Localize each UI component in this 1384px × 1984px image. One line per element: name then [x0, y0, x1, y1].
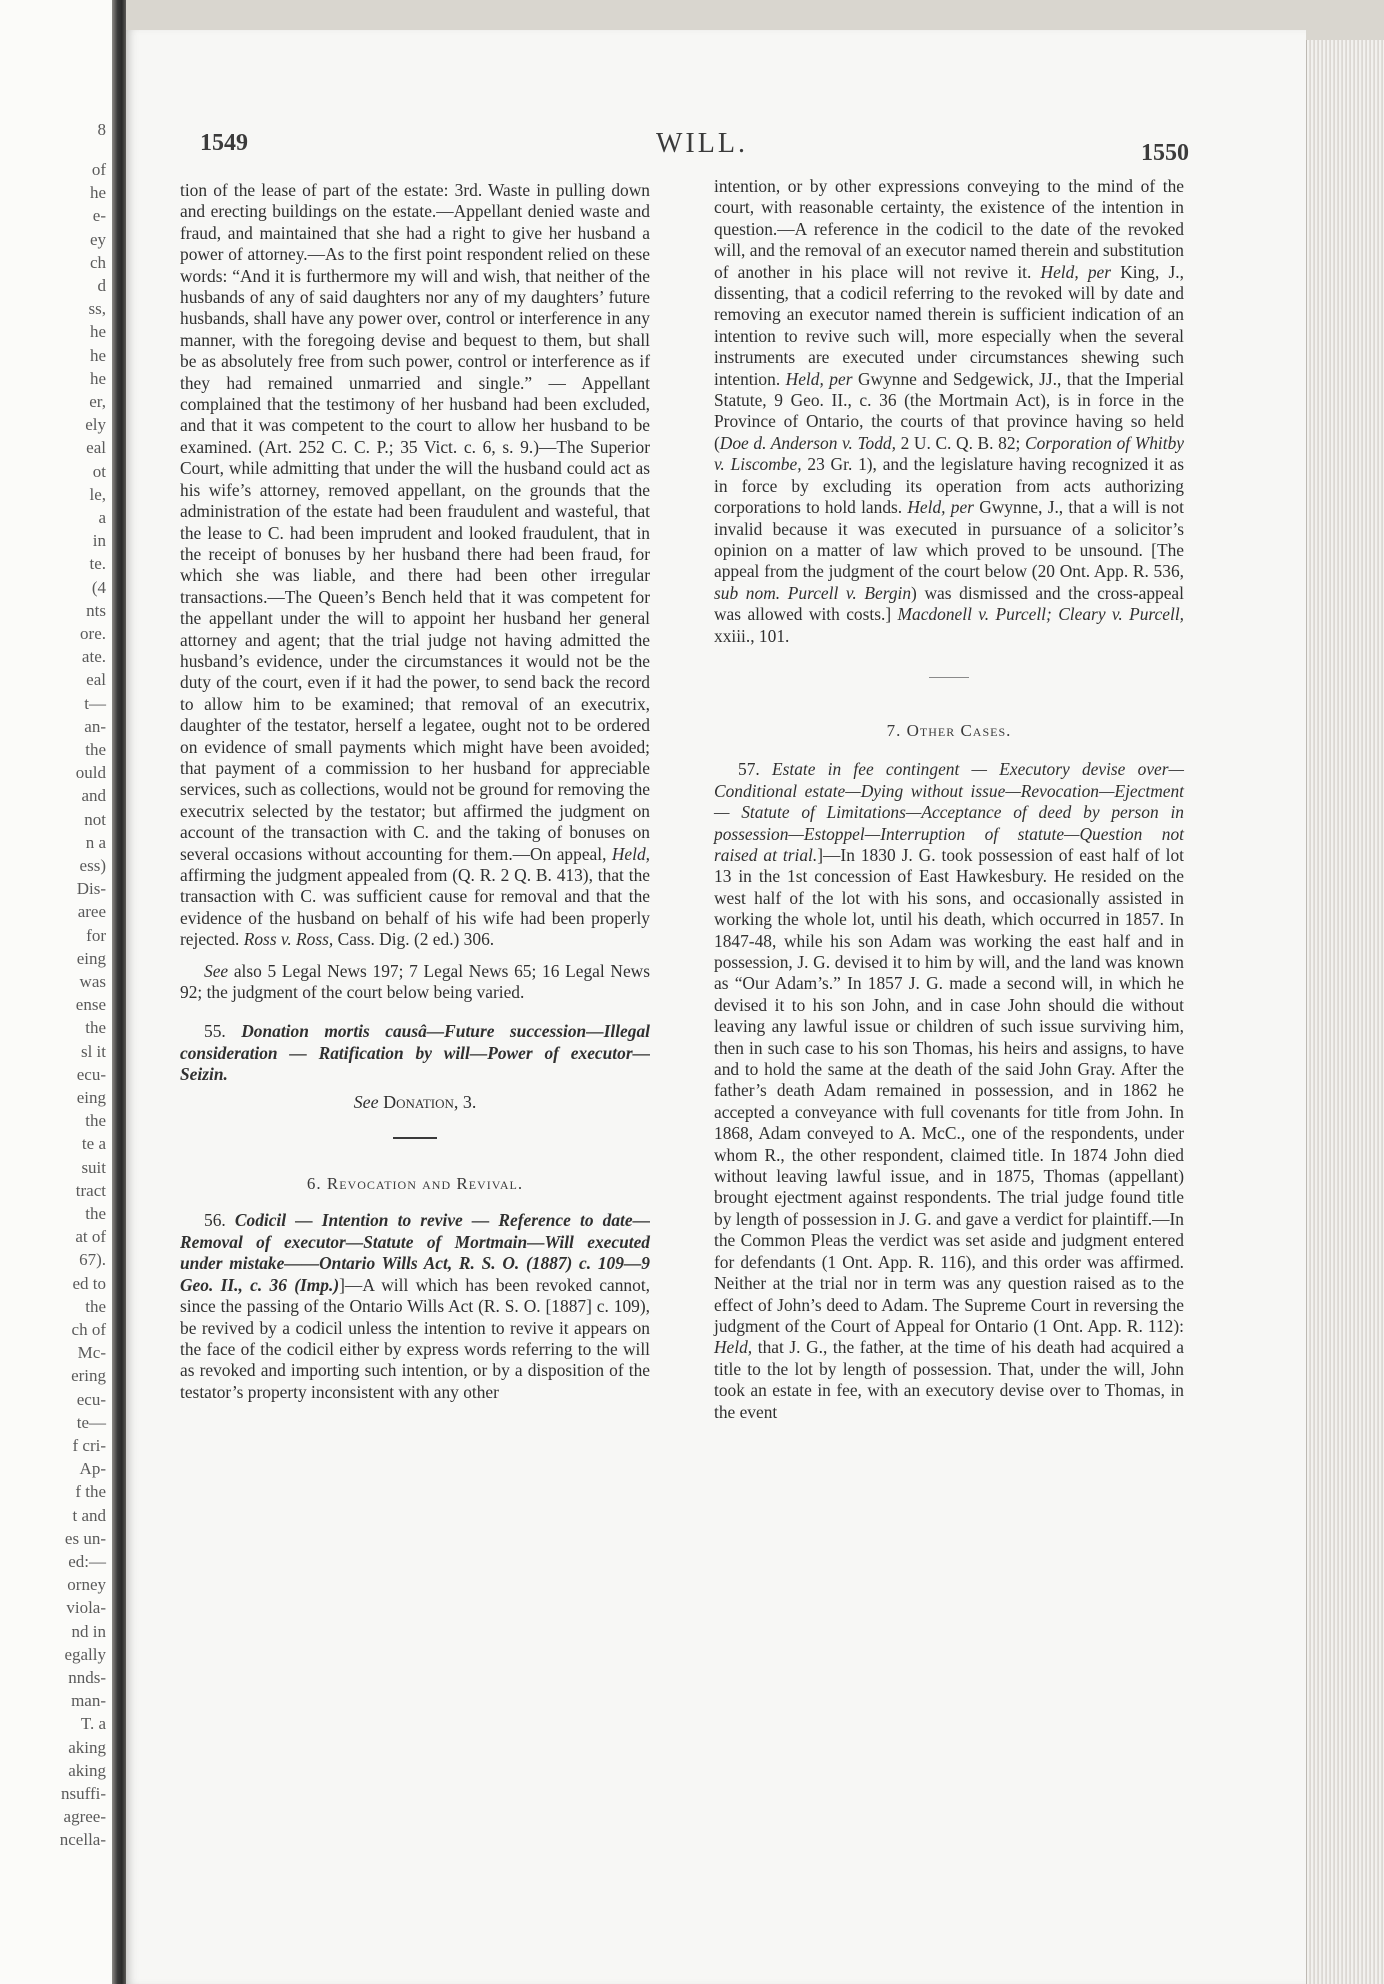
- margin-fragment: suit: [81, 1157, 106, 1177]
- margin-fragment: ore.: [80, 624, 106, 643]
- margin-fragment: and: [81, 786, 106, 806]
- margin-fragment: in: [92, 531, 106, 551]
- margin-fragment: e-: [92, 206, 106, 226]
- running-head: [126, 128, 1306, 168]
- margin-fragment: aree: [77, 902, 106, 922]
- paragraph-ross-v-ross: tion of the lease of part of the estate: 3rd. Waste in pulling down and erecting buildings on the estate.—Appellant denied waste and fraud, and maintained that she had a right to give her husband a power of attorney.—As to the first point respondent relied on these words: “And it is furthermore my will and wish, that neither of the husbands of any of said daughters nor any of my daughters’ future husbands, shall have any power over, control or interference in any manner, with the foregoing devise and bequest to them, but shall be as absolutely free from such power, control or interference as if they had remained unmarried and single.” — Appellant complained that the testimony of her husband had been excluded, and that it was competent to the court to allow her husband to be examined. (Art. 252 C. C. P.; 35 Vict. c. 6, s. 9.)—The Superior Court, while admitting that under the will the husband could act as his wife’s attorney, removed appellant, on the grounds that the administration of the estate had been fraudulent and wasteful, that the lease to C. had been imprudent and looked fraudulent, that in the receipt of bonuses by her husband there had been fraud, for which she was liable, and there had been other irregular transactions.—The Queen’s Bench held that it was competent for the appellant under the will to appoint her husband her general attorney and agent; that the trial judge not having admitted the husband’s evidence, under the circumstances it would not be the duty of the court, even if it had the power, to send back the record to allow him to be examined; that removal of an executrix, daughter of the testator, herself a legatee, ought not to be ordered on evidence of small payments which might have been avoided; that payment of a commission to her husband for appreciable services, such as collections, would not be ground for removing the executrix selected by the testator; but affirmed the judgment on account of the transaction with C. and the taking of bonuses on several occasions without accounting for them.—On appeal, Held, affirming the judgment appealed from (Q. R. 2 Q. B. 413), that the transaction with C. was sufficient cause for removal and that the evidence of the husband on behalf of his wife had been properly rejected. Ross v. Ross, Cass. Dig. (2 ed.) 306.: [180, 180, 650, 950]
- paragraph-57: 57. Estate in fee contingent — Executory devise over—Conditional estate—Dying without issue—Revocation—Ejectment — Statute of Limitations—Acceptance of deed by person in possession—Estoppel—Interruption of statute—Question not raised at trial.]—In 1830 J. G. took possession of east half of lot 13 in the 1st concession of East Hawkesbury. He resided on the west half of the lot with his sons, and occasionally assisted in working the whole lot, until his death, which occurred in 1857. In 1847-48, while his son Adam was working the east half and in possession, J. G. devised it to him by will, and the land was known as “Our Adam’s.” In 1857 J. G. made a second will, in which he devised it to his son John, and in case John should die without leaving any lawful issue or children of such issue surviving him, then in such case to his son Thomas, his heirs and assigns, to have and to hold the same at the death of the said John Gray. After the father’s death Adam remained in possession, and in 1862 he accepted a conveyance with full covenants for title from John. In 1868, Adam conveyed to A. McC., one of the respondents, under whom R., the other respondent, claimed title. In 1874 John died without leaving lawful issue, and in 1875, Thomas (appellant) brought ejectment against respondents. The trial judge found title by length of possession in J. G. and gave a verdict for plaintiff.—In the Common Pleas the verdict was set aside and judgment entered for defendants (1 Ont. App. R. 116), and this order was affirmed. Neither at the trial nor in term was any question raised as to the effect of John’s deed to Adam. The Supreme Court in reversing the judgment of the Court of Appeal for Ontario (1 Ont. App. R. 112): Held, that J. G., the father, at the time of his death had acquired a title to the lot by length of possession. That, under the will, John took an estate in fee, with an executory devise over to Thomas, in the event: [714, 759, 1184, 1422]
- margin-fragment: an-: [84, 716, 106, 736]
- margin-fragment: ecu-: [76, 1064, 106, 1084]
- margin-fragment: le,: [89, 484, 106, 504]
- margin-fragment: te.: [89, 554, 106, 574]
- margin-fragment: sl it: [80, 1041, 106, 1061]
- margin-fragment: te—: [76, 1412, 106, 1432]
- margin-fragment: tract: [75, 1180, 106, 1200]
- margin-fragment: es un-: [64, 1528, 106, 1548]
- margin-fragment: a: [98, 508, 106, 527]
- section-divider: [929, 677, 969, 678]
- margin-fragment: he: [89, 183, 106, 203]
- book-gutter: [112, 0, 126, 1984]
- section-heading-6: 6. Revocation and Revival.: [306, 1174, 524, 1194]
- margin-fragment: ely: [85, 415, 106, 435]
- cross-reference: See Donation, 3.: [353, 1091, 477, 1112]
- margin-fragment: for: [86, 925, 106, 945]
- margin-fragment: ss,: [88, 299, 106, 319]
- page-number-right: 1550: [1141, 140, 1189, 166]
- margin-fragment: T. a: [80, 1714, 106, 1734]
- case-name: Ross v. Ross,: [243, 929, 334, 950]
- margin-fragment: t—: [84, 693, 106, 713]
- paragraph-purcell: intention, or by other expressions conveying to the mind of the court, with reasonable certainty, the existence of the intention in question.—A reference in the codicil to the date of the revoked will, and the removal of an executor named therein and substitution of another in his place will not revive it. Held, per King, J., dissenting, that a codicil referring to the revoked will by date and removing an executor named therein is sufficient indication of an intention to revive such will, more especially when the several instruments are executed under circumstances shewing such intention. Held, per Gwynne and Sedgewick, JJ., that the Imperial Statute, 9 Geo. II., c. 36 (the Mortmain Act), is in force in the Province of Ontario, the courts of that province having so held (Doe d. Anderson v. Todd, 2 U. C. Q. B. 82; Corporation of Whitby v. Liscombe, 23 Gr. 1), and the legislature having recognized it as in force by excluding its operation from acts authorizing corporations to hold lands. Held, per Gwynne, J., that a will is not invalid because it was executed in pursuance of a solicitor’s opinion on a matter of law which proved to be unsound. [The appeal from the judgment of the court below (20 Ont. App. R. 536, sub nom. Purcell v. Bergin) was dismissed and the cross-appeal was allowed with costs.] Macdonell v. Purcell; Cleary v. Purcell, xxiii., 101.: [714, 176, 1184, 646]
- margin-fragment: agree-: [63, 1807, 106, 1827]
- margin-fragment: te a: [81, 1134, 106, 1154]
- page-stack-edge: [1306, 40, 1384, 1984]
- margin-fragment: the: [85, 1018, 106, 1038]
- paragraph-56: 56. Codicil — Intention to revive — Reference to date—Removal of executor—Statute of Mortmain—Will executed under mistake——Ontario Wills Act, R. S. O. (1887) c. 109—9 Geo. II., c. 36 (Imp.)]—A will which has been revoked cannot, since the passing of the Ontario Wills Act (R. S. O. [1887] c. 109), be revived by a codicil unless the intention to revive it appears on the face of the codicil either by express words referring to the will as revoked and importing such intention, or by a disposition of the testator’s property inconsistent with any other: [180, 1210, 650, 1402]
- margin-fragment: nnds-: [68, 1668, 106, 1687]
- margin-fragment: Mc-: [77, 1343, 106, 1363]
- margin-fragment: ncella-: [59, 1830, 106, 1850]
- margin-fragment: ecu-: [76, 1389, 106, 1409]
- margin-fragment: f cri-: [72, 1436, 106, 1455]
- margin-fragment: viola-: [66, 1598, 106, 1618]
- margin-fragment: the: [85, 740, 106, 759]
- margin-fragment: ot: [92, 461, 106, 481]
- margin-fragment: ey: [89, 229, 106, 249]
- section-heading-7: 7. Other Cases.: [886, 720, 1012, 740]
- margin-fragment: the: [85, 1204, 106, 1223]
- margin-fragment: egally: [64, 1644, 106, 1664]
- margin-fragment: nsuffi-: [60, 1784, 106, 1803]
- margin-fragment: ate.: [81, 647, 106, 667]
- margin-fragment: n a: [85, 832, 106, 852]
- margin-fragment: d: [97, 276, 106, 295]
- margin-fragment: was: [79, 972, 106, 991]
- margin-fragment: the: [85, 1111, 106, 1131]
- page-number-left: 1549: [200, 130, 248, 156]
- margin-fragment: ould: [75, 763, 106, 783]
- margin-fragment: 8: [97, 120, 106, 139]
- right-column: [714, 176, 1184, 1423]
- margin-fragment: at of: [75, 1227, 106, 1247]
- margin-fragment: aking: [68, 1737, 106, 1757]
- margin-fragment: of: [91, 160, 106, 179]
- margin-fragment: ch of: [71, 1320, 106, 1339]
- margin-fragment: eing: [76, 948, 106, 968]
- margin-fragment: nd in: [71, 1621, 106, 1641]
- margin-fragment: 67).: [79, 1250, 106, 1270]
- book-page: [126, 30, 1306, 1984]
- previous-page-edge: [0, 0, 113, 1984]
- margin-fragment: er,: [89, 392, 106, 411]
- margin-fragment: Dis-: [76, 879, 106, 899]
- margin-fragment: eal: [86, 670, 106, 690]
- margin-fragment: not: [84, 809, 106, 829]
- margin-fragment: aking: [68, 1760, 106, 1780]
- margin-fragment: man-: [71, 1691, 106, 1711]
- margin-fragment: f the: [75, 1482, 106, 1502]
- margin-fragment: eal: [86, 438, 106, 458]
- margin-fragment: orney: [67, 1575, 106, 1595]
- margin-fragment: (4: [91, 577, 106, 597]
- running-title: WILL.: [656, 128, 748, 159]
- margin-fragment: ess): [79, 856, 106, 875]
- section-divider: [393, 1137, 437, 1139]
- margin-fragment: t and: [72, 1505, 106, 1525]
- margin-fragment: the: [85, 1296, 106, 1316]
- margin-fragment: eing: [76, 1088, 106, 1107]
- margin-fragment: ering: [71, 1366, 106, 1386]
- margin-fragment: ch: [89, 252, 106, 272]
- margin-fragment: nts: [86, 600, 106, 620]
- margin-fragment: he: [89, 345, 106, 365]
- margin-fragment: he: [89, 322, 106, 342]
- paragraph-55: 55. Donation mortis causâ—Future succession—Illegal consideration — Ratification by will—Power of executor—Seizin.: [180, 1021, 650, 1085]
- margin-fragment: he: [89, 368, 106, 388]
- margin-fragment: ed:—: [68, 1552, 106, 1571]
- left-column: [180, 180, 650, 1403]
- margin-fragment: ense: [75, 995, 106, 1015]
- margin-fragment: ed to: [72, 1273, 106, 1293]
- paragraph-see-also: See also 5 Legal News 197; 7 Legal News 65; 16 Legal News 92; the judgment of the court below being varied.: [180, 960, 650, 1003]
- margin-fragment: Ap-: [79, 1459, 106, 1479]
- case-name: Macdonell v. Purcell; Cleary v. Purcell,: [897, 604, 1184, 625]
